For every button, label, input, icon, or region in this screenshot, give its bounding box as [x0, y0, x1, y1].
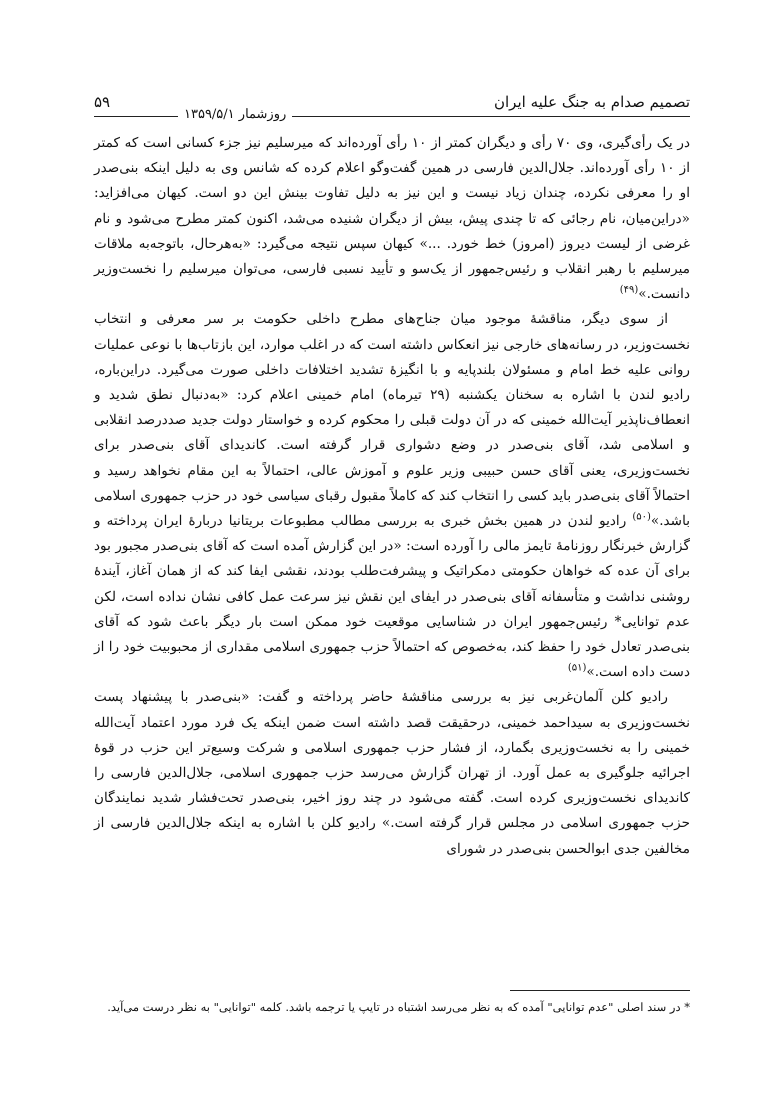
book-page — [94, 92, 690, 1092]
paragraph-2 — [94, 307, 690, 685]
footnote-divider — [510, 990, 690, 991]
footnote: * در سند اصلی "عدم توانایی" آمده که به نظر می‌رسد اشتباه در تایپ یا ترجمه باشد. کلمه "توانایی" به نظر درست می‌آید. — [107, 1000, 690, 1014]
paragraph-2-tail: رادیو لندن در همین بخش خبری به بررسی مطالب مطبوعات بریتانیا دربارهٔ ایران پرداخته و گزارش خبرنگار روزنامهٔ تایمز مالی را آورده است: «در این گزارش آمده است که آقای بنی‌صدر مجبور بود برای آن عده که خواهان حکومتی دمکراتیک و پیشرفت‌طلب بودند، نقشی ایفا کند که از همان آغاز، آیندهٔ روشنی نداشت و متأسفانه آقای بنی‌صدر در ایفای این نقش نیز سرعت عمل کافی نشان نداده است، لکن عدم توانایی* رئیس‌جمهور ایران در شناسایی موقعیت خود ممکن است بار دیگر باعث شود که آقای بنی‌صدر تعادل خود را حفظ کند، به‌خصوص که احتمالاً حزب جمهوری اسلامی مقداری از محبوبیت خود را از دست داده است.» — [94, 513, 690, 681]
page-number: ۵۹ — [94, 93, 111, 111]
reference-49: (۴۹) — [619, 284, 639, 296]
reference-50: (۵۰) — [632, 511, 651, 523]
paragraph-3 — [94, 685, 690, 861]
paragraph-3-text: رادیو کلن آلمان‌غربی نیز به بررسی مناقشهٔ حاضر پرداخته و گفت: «بنی‌صدر با پیشنهاد پست نخست‌وزیری به سیداحمد خمینی، درحقیقت قصد داشته است ضمن اینکه یک فرد مورد اعتماد آیت‌الله خمینی را به نخست‌وزیری بگمارد، از فشار حزب جمهوری اسلامی و شرکت وسیع‌تر این حزب در قوهٔ اجرائیه جلوگیری به عمل آورد. از تهران گزارش می‌رسد حزب جمهوری اسلامی، جلال‌الدین فارسی را کاندیدای نخست‌وزیری کرده است. گفته می‌شود در چند روز اخیر، بنی‌صدر تحت‌فشار شدید نمایندگان حزب جمهوری اسلامی در مجلس قرار گرفته است.» رادیو کلن با اشاره به اینکه جلال‌الدین فارسی از مخالفین جدی ابوالحسن بنی‌صدر در شورای — [94, 689, 690, 857]
paragraph-1-text: در یک رأی‌گیری، وی ۷۰ رأی و دیگران کمتر از ۱۰ رأی آورده‌اند که میرسلیم نیز جزء کسانی است که کمتر از ۱۰ رأی آورده‌اند. جلال‌الدین فارسی در همین گفت‌وگو اعلام کرده که شانس وی به دلیل اینکه بنی‌صدر او را معرفی نکرده، چندان زیاد نیست و این نیز به دلیل تفاوت بینش این دو است. کیهان می‌افزاید: «دراین‌میان، نام رجائی که تا چندی پیش، بیش از دیگران شنیده می‌شد، اکنون کمتر مطرح می‌شود و نام غرضی از لیست دیروز (امروز) خط خورد. ...» کیهان سپس نتیجه می‌گیرد: «به‌هرحال، باتوجه‌به ملاقات میرسلیم با رهبر انقلاب و رئیس‌جمهور از یک‌سو و تأیید نسبی فارسی، می‌توان میرسلیم را نخست‌وزیر دانست.» — [94, 135, 690, 303]
paragraph-1 — [94, 131, 690, 307]
book-title: تصمیم صدام به جنگ علیه ایران — [494, 93, 690, 111]
chronology-subhead: روزشمار ۱۳۵۹/۵/۱ — [178, 106, 292, 124]
reference-51: (۵۱) — [567, 662, 587, 674]
running-header — [94, 92, 690, 122]
paragraph-2-text: از سوی دیگر، مناقشهٔ موجود میان جناح‌های مطرح داخلی حکومت بر سر معرفی و انتخاب نخست‌وزیر، در رسانه‌های خارجی نیز انعکاس داشته است که در اغلب موارد، این بازتاب‌ها با نوعی عملیات روانی علیه خط امام و مسئولان بلندپایه و با انگیزهٔ تشدید اختلافات داخلی صورت می‌گیرد. دراین‌باره، رادیو لندن با اشاره به سخنان یکشنبه (۲۹ تیرماه) امام خمینی اعلام کرد: «به‌دنبال نطق شدید و انعطاف‌ناپذیر آیت‌الله خمینی که در آن دولت قبلی را محکوم کرده و خواستار دولت جدید صددرصد انقلابی و اسلامی شد، آقای بنی‌صدر در وضع دشواری قرار گرفته است. کاندیدای آقای بنی‌صدر برای نخست‌وزیری، یعنی آقای حسن حبیبی وزیر علوم و آموزش عالی، احتمالاً به این مقام نخواهد رسید و احتمالاً آقای بنی‌صدر باید کسی را انتخاب کند که کاملاً مقبول رقبای سیاسی خود در حزب جمهوری اسلامی باشد.» — [94, 311, 690, 530]
body-text — [94, 131, 690, 862]
